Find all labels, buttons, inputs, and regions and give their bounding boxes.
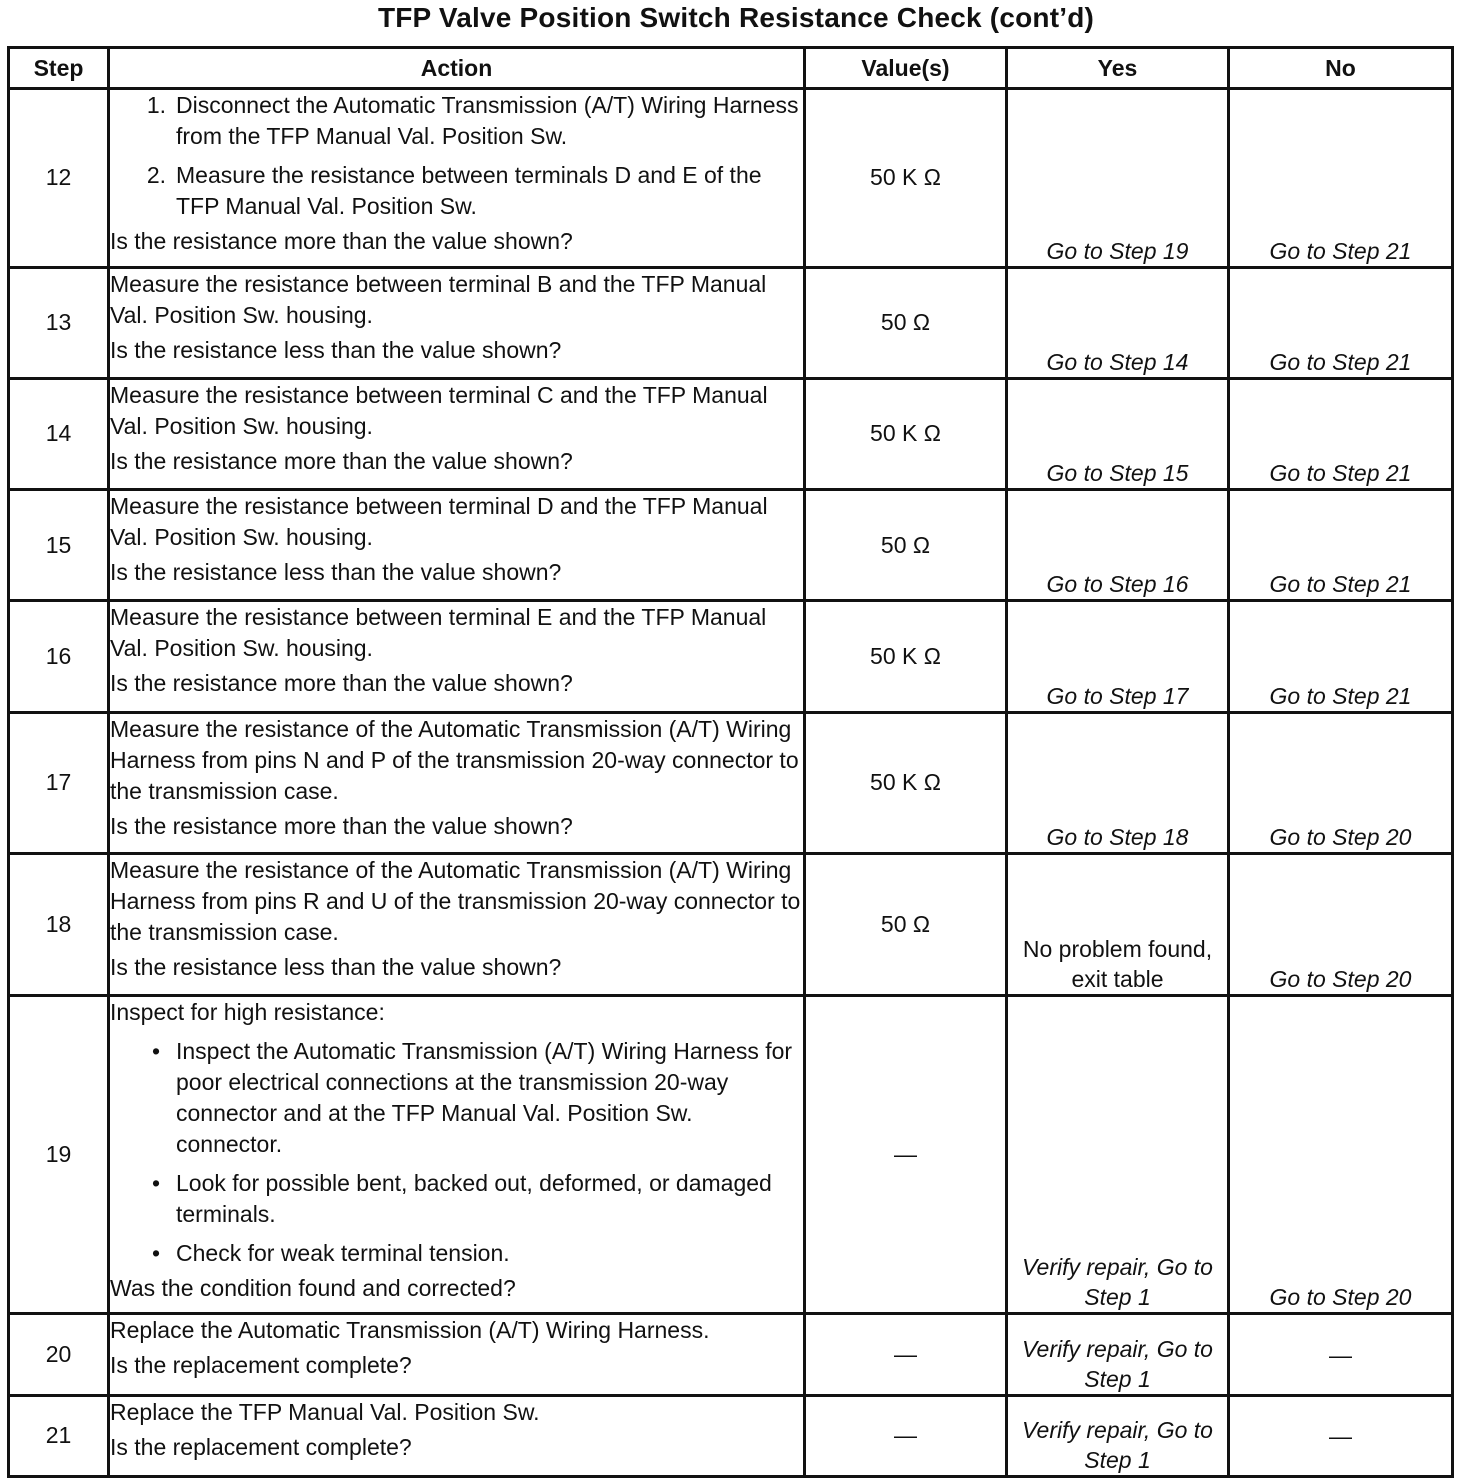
step-number: 19 [9, 995, 109, 1314]
list-item [110, 1036, 803, 1160]
action-cell [109, 601, 805, 712]
no-cell: Go to Step 20 [1229, 712, 1453, 853]
action-text: Measure the resistance between terminal B and the TFP Manual Val. Position Sw. housing. [110, 270, 767, 328]
action-text: Measure the resistance between terminal E and the TFP Manual Val. Position Sw. housing. [110, 604, 767, 662]
table-row [9, 601, 1453, 712]
action-question: Was the condition found and corrected? [110, 1274, 516, 1301]
table-row [9, 89, 1453, 268]
list-item-text: Inspect the Automatic Transmission (A/T) Wiring Harness for poor electrical connections at the transmission 20-way connector and at the TFP Manual Val. Position Sw. connector. [176, 1037, 793, 1157]
action-cell [109, 1395, 805, 1476]
step-number: 21 [9, 1395, 109, 1476]
list-item-text: Look for possible bent, backed out, deformed, or damaged terminals. [176, 1169, 772, 1227]
yes-cell: Verify repair, Go to Step 1 [1007, 1314, 1229, 1395]
action-cell [109, 995, 805, 1314]
action-text: Measure the resistance of the Automatic Transmission (A/T) Wiring Harness from pins N and P of the transmission 20-way connector to the transmission case. [110, 715, 799, 804]
no-cell: Go to Step 21 [1229, 89, 1453, 268]
action-question: Is the resistance more than the value shown? [110, 812, 573, 839]
header-step: Step [9, 48, 109, 89]
yes-cell: No problem found, exit table [1007, 854, 1229, 995]
header-yes: Yes [1007, 48, 1229, 89]
header-row [9, 48, 1453, 89]
yes-cell: Go to Step 14 [1007, 267, 1229, 378]
action-question: Is the resistance less than the value shown? [110, 559, 562, 586]
action-question: Is the resistance less than the value shown? [110, 954, 562, 981]
yes-cell: Go to Step 19 [1007, 89, 1229, 268]
bullet-list [110, 1036, 803, 1269]
table-row [9, 378, 1453, 489]
value-cell: — [805, 1395, 1007, 1476]
no-cell: Go to Step 20 [1229, 995, 1453, 1314]
action-cell [109, 267, 805, 378]
action-cell [109, 1314, 805, 1395]
action-question: Is the resistance more than the value shown? [110, 670, 573, 697]
action-cell [109, 712, 805, 853]
step-number: 13 [9, 267, 109, 378]
no-cell: — [1229, 1314, 1453, 1395]
value-cell: — [805, 995, 1007, 1314]
table-row [9, 1395, 1453, 1476]
header-no: No [1229, 48, 1453, 89]
step-number: 17 [9, 712, 109, 853]
value-cell: 50 K Ω [805, 712, 1007, 853]
action-question: Is the resistance less than the value shown? [110, 336, 562, 363]
no-cell: Go to Step 21 [1229, 378, 1453, 489]
bullet-icon: • [151, 1239, 161, 1266]
no-cell: — [1229, 1395, 1453, 1476]
header-values: Value(s) [805, 48, 1007, 89]
action-cell [109, 490, 805, 601]
bullet-icon: • [151, 1169, 161, 1196]
step-number: 14 [9, 378, 109, 489]
step-number: 16 [9, 601, 109, 712]
list-marker: 2. [146, 162, 166, 188]
action-text: Measure the resistance between terminal D and the TFP Manual Val. Position Sw. housing. [110, 493, 768, 551]
list-item [110, 1168, 803, 1230]
yes-cell: Go to Step 18 [1007, 712, 1229, 853]
no-cell: Go to Step 21 [1229, 490, 1453, 601]
numbered-list [110, 90, 803, 222]
action-text: Measure the resistance of the Automatic Transmission (A/T) Wiring Harness from pins R and U of the transmission 20-way connector to the transmission case. [110, 857, 801, 946]
bullet-icon: • [151, 1037, 161, 1064]
yes-cell: Verify repair, Go to Step 1 [1007, 1395, 1229, 1476]
action-text: Measure the resistance between terminal C and the TFP Manual Val. Position Sw. housing. [110, 381, 768, 439]
action-text: Inspect for high resistance: [110, 998, 385, 1025]
action-cell [109, 378, 805, 489]
list-item [110, 90, 803, 152]
table-row [9, 854, 1453, 995]
yes-cell: Verify repair, Go to Step 1 [1007, 995, 1229, 1314]
action-text: Replace the TFP Manual Val. Position Sw. [110, 1398, 540, 1425]
step-number: 12 [9, 89, 109, 268]
no-cell: Go to Step 21 [1229, 601, 1453, 712]
table-row [9, 1314, 1453, 1395]
table-row [9, 712, 1453, 853]
step-number: 15 [9, 490, 109, 601]
yes-cell: Go to Step 15 [1007, 378, 1229, 489]
list-item-text: Disconnect the Automatic Transmission (A/T) Wiring Harness from the TFP Manual Val. Position Sw. [176, 92, 799, 149]
action-question: Is the resistance more than the value shown? [110, 228, 573, 254]
value-cell: 50 Ω [805, 267, 1007, 378]
table-row [9, 490, 1453, 601]
header-action: Action [109, 48, 805, 89]
value-cell: 50 K Ω [805, 378, 1007, 489]
no-cell: Go to Step 21 [1229, 267, 1453, 378]
action-question: Is the replacement complete? [110, 1352, 412, 1379]
value-cell: 50 K Ω [805, 89, 1007, 268]
value-cell: 50 Ω [805, 854, 1007, 995]
action-question: Is the replacement complete? [110, 1433, 412, 1460]
step-number: 18 [9, 854, 109, 995]
table-row [9, 267, 1453, 378]
value-cell: — [805, 1314, 1007, 1395]
list-marker: 1. [146, 92, 166, 118]
no-cell: Go to Step 20 [1229, 854, 1453, 995]
yes-cell: Go to Step 17 [1007, 601, 1229, 712]
list-item [110, 1238, 803, 1269]
step-number: 20 [9, 1314, 109, 1395]
action-question: Is the resistance more than the value shown? [110, 447, 573, 474]
value-cell: 50 K Ω [805, 601, 1007, 712]
resistance-check-table [7, 46, 1454, 1478]
list-item-text: Check for weak terminal tension. [176, 1239, 510, 1266]
action-cell [109, 89, 805, 268]
action-cell [109, 854, 805, 995]
table-row [9, 995, 1453, 1314]
list-item [110, 160, 803, 222]
yes-cell: Go to Step 16 [1007, 490, 1229, 601]
action-text: Replace the Automatic Transmission (A/T) Wiring Harness. [110, 1317, 710, 1344]
value-cell: 50 Ω [805, 490, 1007, 601]
list-item-text: Measure the resistance between terminals D and E of the TFP Manual Val. Position Sw. [176, 162, 762, 219]
page-title: TFP Valve Position Switch Resistance Check (cont’d) [377, 2, 1095, 33]
